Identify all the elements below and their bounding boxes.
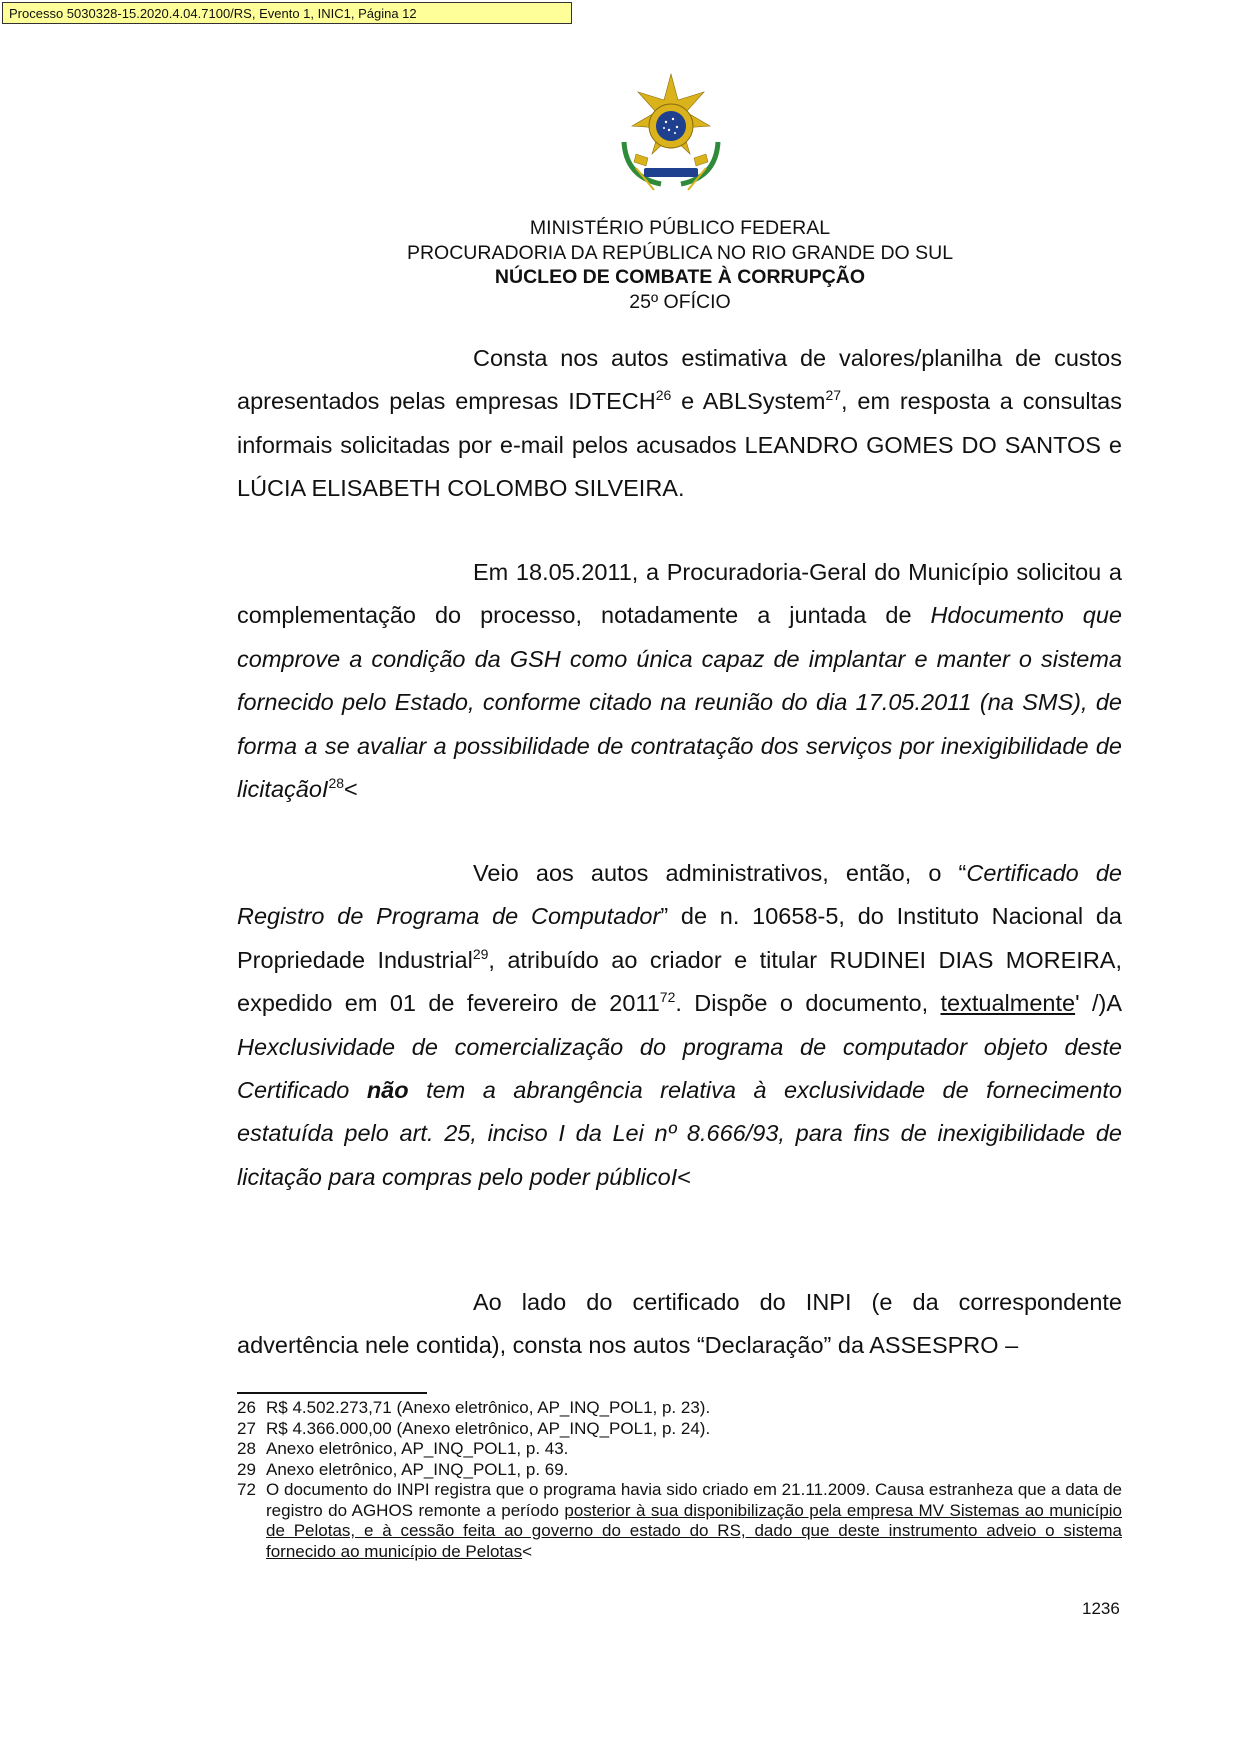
text-span: Ao lado do certificado do INPI (e da correspondente advertência nele contida), consta nos autos “Declaração” da ASSESPRO – [237, 1289, 1122, 1359]
text-span: < [677, 1163, 691, 1190]
emphasis-text: não [366, 1077, 409, 1104]
footnote-item [237, 1439, 1122, 1460]
office-name: 25º OFÍCIO [629, 290, 731, 313]
footnote-number: 72 [237, 1480, 256, 1499]
institution-name: MINISTÉRIO PÚBLICO FEDERAL [529, 217, 831, 239]
coat-of-arms-brazil-icon [606, 72, 736, 202]
paragraph-1 [237, 337, 1122, 511]
underlined-text: textualmente [940, 990, 1076, 1017]
footnote-separator [237, 1392, 427, 1394]
text-span: , atribuído ao criador e titular RUDINEI DIAS MOREIRA, expedido em 01 de fevereiro de 2011 [237, 946, 1123, 1017]
process-stamp: Processo 5030328-15.2020.4.04.7100/RS, Evento 1, INIC1, Página 12 [2, 2, 572, 24]
footnote-text: R$ 4.502.273,71 (Anexo eletrônico, AP_INQ_POL1, p. 23). [266, 1398, 711, 1417]
letterhead [300, 216, 1060, 314]
footnote-text: Anexo eletrônico, AP_INQ_POL1, p. 43. [266, 1439, 569, 1458]
footnote-text: R$ 4.366.000,00 (Anexo eletrônico, AP_INQ_POL1, p. 24). [266, 1418, 711, 1438]
quoted-text: Hdocumento que comprove a condição da GSH como única capaz de implantar e manter o sistema fornecido pelo Estado, conforme citado na reunião do dia 17.05.2011 (na SMS), de forma a se avaliar a possibilidade de contratação dos serviços por inexigibilidade de licitaçãoI [237, 602, 1122, 803]
text-span: e ABLSystem [671, 388, 826, 415]
footnote-number: 27 [237, 1418, 256, 1438]
document-title: Certificado de Registro de Programa de Computador [237, 860, 1122, 930]
unit-name: NÚCLEO DE COMBATE À CORRUPÇÃO [494, 266, 866, 288]
footnote-number: 28 [237, 1439, 256, 1458]
footnote-ref: 72 [659, 989, 676, 1006]
footnote-text: Anexo eletrônico, AP_INQ_POL1, p. 69. [266, 1459, 569, 1479]
text-span: . Dispõe o documento, [675, 990, 941, 1017]
footnote-number: 29 [237, 1459, 256, 1479]
footnote-ref: 29 [472, 945, 489, 962]
footnote-item [237, 1398, 1122, 1419]
footnote-item [237, 1419, 1122, 1440]
underlined-text: posterior à sua disponibilização pela empresa MV Sistemas ao município de Pelotas, e à cessão feita ao governo do estado do RS, dado que deste instrumento adveio o sistema fornecido ao município de Pelotas [266, 1500, 1123, 1561]
footnote-number: 26 [237, 1398, 256, 1417]
paragraph-2 [237, 551, 1122, 811]
text-span: O documento do INPI registra que o programa havia sido criado em 21.11.2009. Causa estranheza que a data de registro do AGHOS remonte a período [266, 1480, 1122, 1520]
footnote-ref: 26 [655, 387, 672, 404]
text-span: , em resposta a consultas informais solicitadas por e-mail pelos acusados LEANDRO GOMES DO SANTOS e LÚCIA ELISABETH COLOMBO SILVEIRA. [237, 388, 1122, 502]
text-span: Consta nos autos estimativa de valores/planilha de custos apresentados pelas empresas IDTECH [237, 345, 1122, 415]
footnote-ref: 28 [328, 775, 345, 792]
quoted-text: Hexclusividade de comercialização do programa de computador objeto deste Certificado [237, 1033, 1122, 1104]
paragraph-3 [237, 852, 1122, 1199]
footnote-item [237, 1480, 1122, 1562]
text-span: < [344, 776, 358, 803]
footnote-text [266, 1480, 1122, 1562]
text-span: Veio aos autos administrativos, então, o “ [473, 860, 967, 886]
quoted-text: tem a abrangência relativa à exclusividade de fornecimento estatuída pelo art. 25, inciso I da Lei nº 8.666/93, para fins de inexigibilidade de licitação para compras pelo poder públicoI [237, 1077, 1122, 1190]
paragraph-4 [237, 1281, 1122, 1368]
text-span: Em 18.05.2011, a Procuradoria-Geral do Município solicitou a complementação do processo, notadamente a juntada de [237, 559, 1122, 629]
footnotes [237, 1398, 1122, 1562]
text-span: ' /)A [1075, 990, 1122, 1017]
footnote-item [237, 1460, 1122, 1481]
footnote-ref: 27 [825, 387, 842, 404]
text-span: ” de n. 10658-5, do Instituto Nacional da Propriedade Industrial [237, 903, 1122, 973]
page-number: 1236 [1082, 1599, 1120, 1618]
department-name: PROCURADORIA DA REPÚBLICA NO RIO GRANDE DO SUL [406, 241, 954, 264]
text-span: < [522, 1541, 533, 1561]
